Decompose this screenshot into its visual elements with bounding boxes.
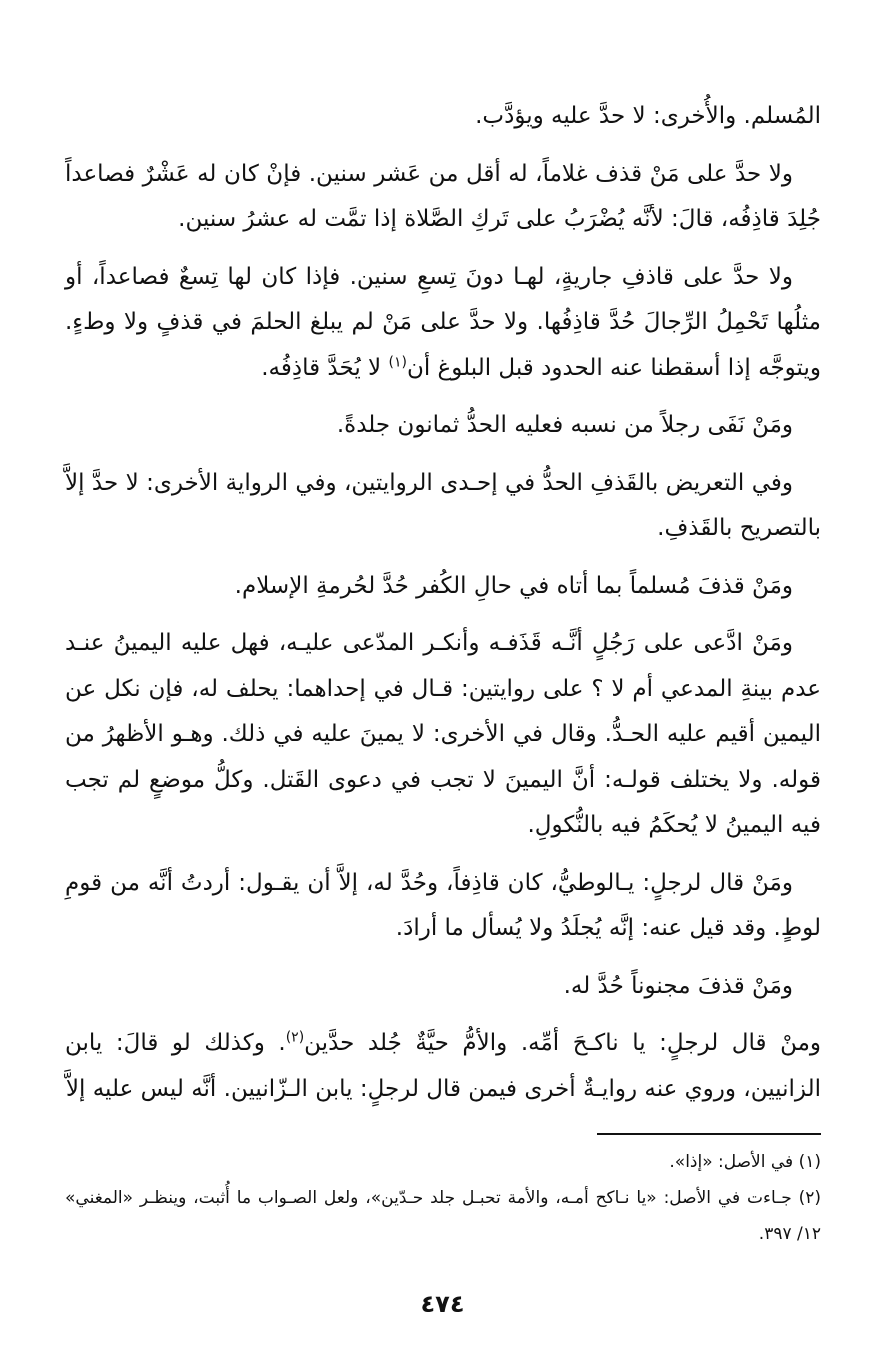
paragraph-9: ومَنْ قذفَ مجنوناً حُدَّ له. xyxy=(563,972,793,999)
paragraph-5: وفي التعريض بالقَذفِ الحدُّ في إحـدى الروايتين، وفي الرواية الأخرى: لا حدَّ إلاَّ بالتصريح بالقَذفِ. xyxy=(65,469,821,541)
footnote-2: (٢) جـاءت في الأصل: «يا نـاكح أمـه، والأمة تحبـل جلد حـدّين»، ولعل الصـواب ما أُثبت، وينظـر «المغني» ١٢/ ٣٩٧. xyxy=(65,1188,821,1244)
footnote-ref-2[interactable]: (٢) xyxy=(285,1029,305,1046)
footnotes xyxy=(65,1144,821,1252)
paragraph-10-text: ومنْ قال لرجلٍ: يا ناكـحَ أمِّه. والأمُّ حيَّةٌ جُلد حدَّين xyxy=(304,1030,821,1056)
footnote-ref-1[interactable]: (١) xyxy=(388,353,407,370)
paragraph-1: المُسلم. والأُخرى: لا حدَّ عليه ويؤدَّب. xyxy=(475,103,821,129)
paragraph-10-tail: . وكذلك لو قالَ: يابن الزانيين، وروي عنه روايـةٌ أخرى فيمن قال لرجلٍ: يابن الـزّانيين. أنَّه ليس عليه إلاَّ xyxy=(65,1030,821,1102)
paragraph-3-tail: لا يُحَدَّ قاذِفُه. xyxy=(261,354,382,381)
paragraph-2: ولا حدَّ على مَنْ قذف غلاماً، له أقل من عَشر سنين. فإنْ كان له عَشْرٌ فصاعداً جُلِدَ قاذِفُه، قالَ: لأنَّه يُضْرَبُ على تَركِ الصَّلاة إذا تمَّت له عشرُ سنين. xyxy=(65,160,821,232)
paragraph-3-text: ولا حدَّ على قاذفِ جاريةٍ، لهـا دونَ تِسعِ سنين. فإذا كان لها تِسعٌ فصاعداً، أو مثلُها تَحْمِلُ الرِّجالَ حُدَّ قاذِفُها. ولا حدَّ على مَنْ لم يبلغ الحلمَ في قذفٍ ولا وطءٍ. ويتوجَّه إذا أسقطنا عنه الحدود قبل البلوغ أن xyxy=(65,263,821,381)
paragraph-8: ومَنْ قال لرجلٍ: يـالوطيُّ، كان قاذِفاً، وحُدَّ له، إلاَّ أن يقـول: أردتُ أنَّه من قومِ لوطٍ. وقد قيل عنه: إنَّه يُجلَدُ ولا يُسأل ما أرادَ. xyxy=(65,869,821,941)
paragraph-6: ومَنْ قذفَ مُسلماً بما أتاه في حالِ الكُفر حُدَّ لحُرمةِ الإسلام. xyxy=(234,572,793,599)
paragraph-7: ومَنْ ادَّعى على رَجُلٍ أنَّـه قَذَفـه وأنكـر المدّعى عليـه، فهل عليه اليمينُ عنـد عدم بينةِ المدعي أم لا ؟ على روايتين: قـال في إحداهما: يحلف له، فإن نكل عن اليمين أقيم عليه الحـدُّ. وقال في الأخرى: لا يمينَ عليه في ذلك. وهـو الأظهرُ من قوله. ولا يختلف قولـه: أنَّ اليمينَ لا تجب في دعوى القَتل. وكلُّ موضعٍ لم تجب فيه اليمينُ لا يُحكَمُ فيه بالنُّكولِ. xyxy=(65,630,821,838)
main-text xyxy=(65,94,821,1124)
page-number: ٤٧٤ xyxy=(420,1290,465,1318)
paragraph-3 xyxy=(65,255,821,392)
footnote-1: (١) في الأصل: «إذا». xyxy=(669,1152,821,1172)
paragraph-10 xyxy=(65,1021,821,1112)
paragraph-4: ومَنْ نَفَى رجلاً من نسبه فعليه الحدُّ ثمانون جلدةً. xyxy=(336,412,793,438)
footnote-divider xyxy=(597,1133,821,1135)
